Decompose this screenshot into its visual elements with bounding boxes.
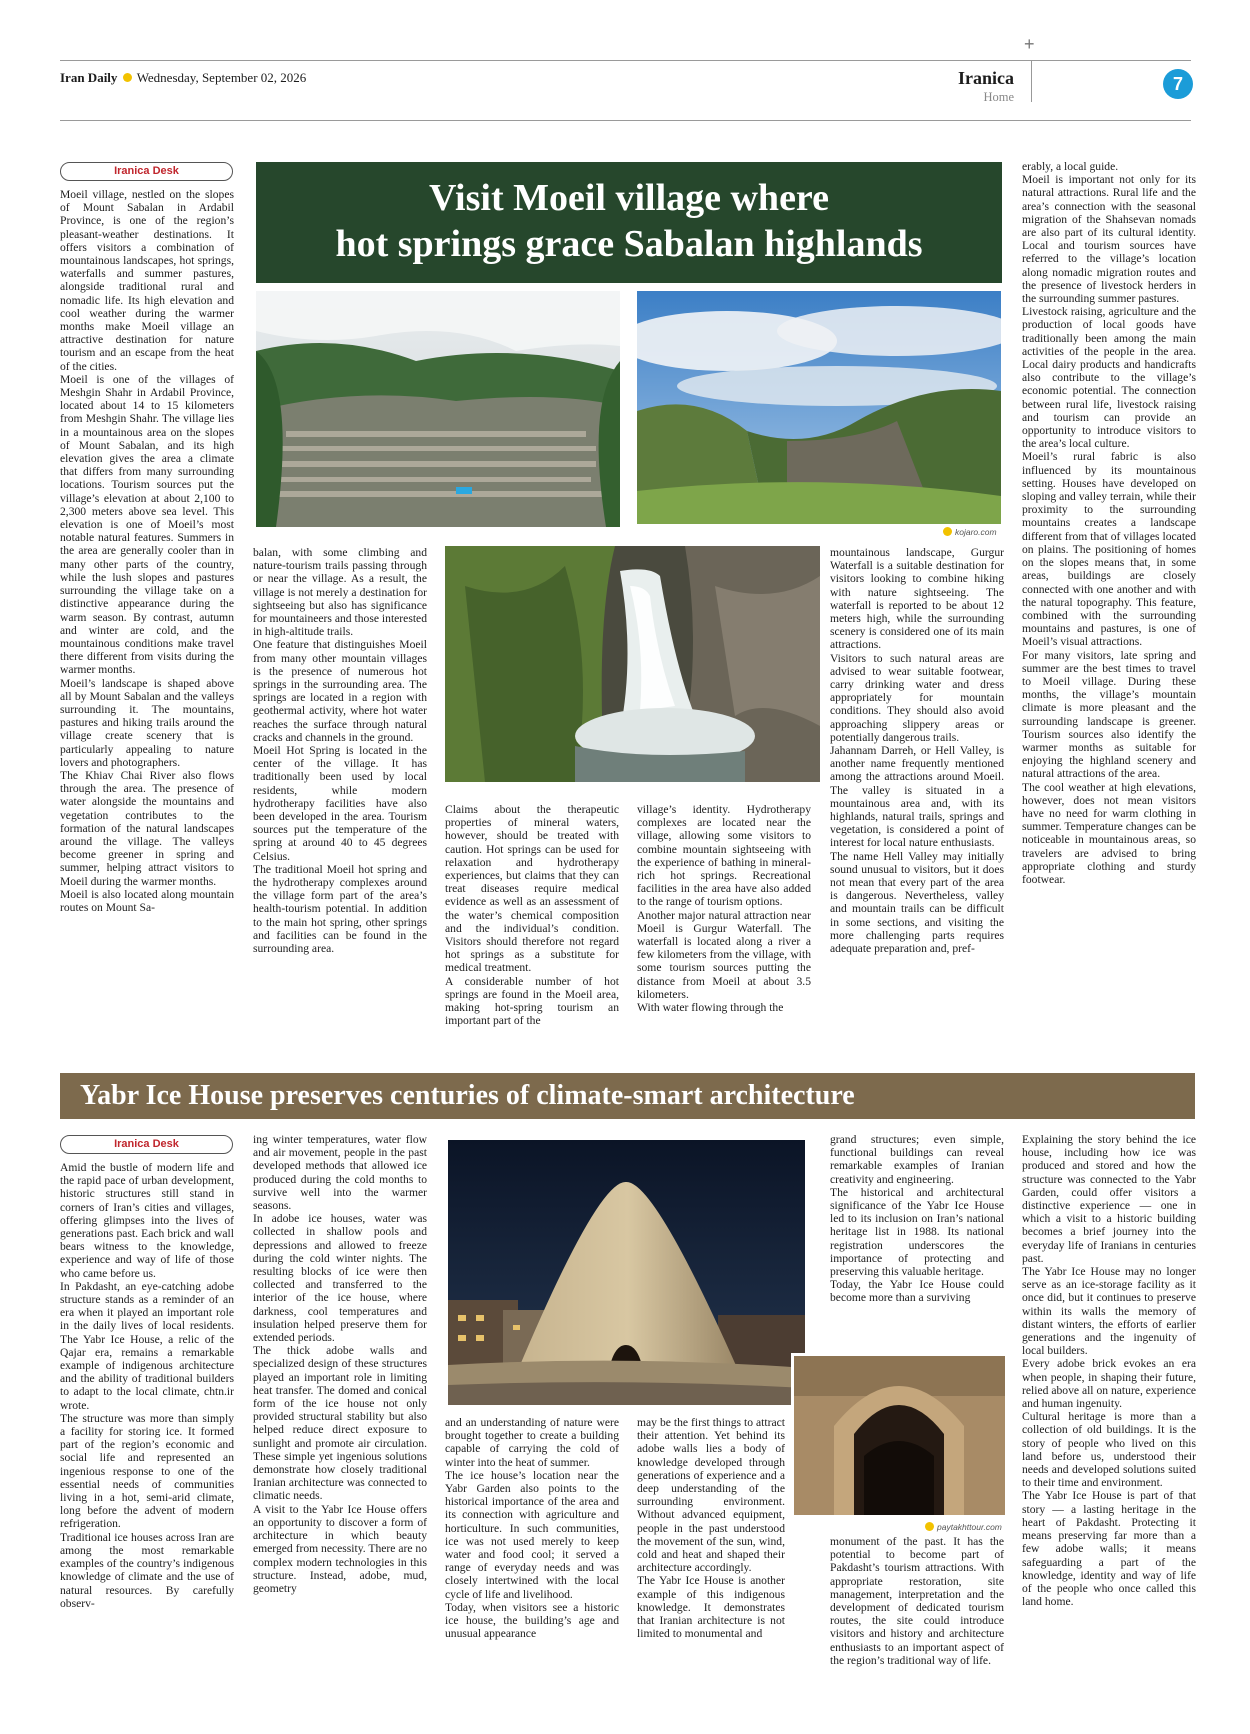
paragraph: and an understanding of nature were brought together to create a building capable of carrying the cold of winter into the heat of summer. <box>445 1416 619 1469</box>
article1-headline-line1: Visit Moeil village where <box>429 177 829 219</box>
section-name: Iranica <box>958 68 1014 88</box>
paragraph: erably, a local guide. <box>1022 160 1119 173</box>
paragraph: Moeil is important not only for its natural attractions. Rural life and the area’s connection with the seasonal migration of the Shahsevan nomads are also part of its cultural identity. Local and tourism sources have referred to the village’s location along nomadic migration routes and the presence of livestock herders in the surrounding summer pastures. <box>1022 173 1196 306</box>
paragraph: grand structures; even simple, functional buildings can reveal remarkable examples of Iranian creativity and engineering. <box>830 1133 1004 1186</box>
paragraph: Moeil’s rural fabric is also influenced by its mountainous setting. Houses have developed on sloping and valley terrain, while their proximity to the surrounding mountains creates a landscape different from that of villages located on plains. The positioning of homes on the slopes means that, in some areas, buildings are closely connected with one another and with the natural topography. This feature, combined with the surrounding mountains and pastures, is one of Moeil’s visual attractions. <box>1022 450 1196 649</box>
paragraph: The Khiav Chai River also flows through the area. The presence of water alongside the mountains and vegetation contributes to the formation of the natural landscapes around the village. The valleys become greener in spring and summer, helping attract visitors to Moeil during the warmer months. <box>60 768 234 888</box>
header-bottom-rule <box>60 120 1191 121</box>
paragraph: Claims about the therapeutic properties of mineral waters, however, should be treated with caution. Hot springs can be used for relaxation and hydrotherapy experiences, but claims that they can treat diseases require medical evidence as well as an assessment of the water’s chemical composition and the individual’s condition. Visitors should therefore not regard hot springs as a substitute for medical treatment. <box>445 803 619 975</box>
paragraph: The traditional Moeil hot spring and the hydrotherapy complexes around the village form part of the area’s health-tourism potential. In addition to the main hot spring, other springs and facilities can be found in the surrounding area. <box>253 862 427 956</box>
paragraph: The ice house’s location near the Yabr Garden also points to the historical importance of the area and its connection with agriculture and horticulture. In such communities, ice was not used merely to keep water and food cool; it served a range of everyday needs and was closely intertwined with the local cycle of life and livelihood. <box>445 1468 619 1601</box>
paragraph: Moeil’s landscape is shaped above all by Mount Sabalan and the valleys surrounding it. The mountains, pastures and hiking trails around the village create scenery that is particularly appealing to nature lovers and photographers. <box>60 676 234 769</box>
page-number-badge: 7 <box>1163 69 1193 99</box>
paragraph: In Pakdasht, an eye-catching adobe structure stands as a reminder of an era when it played an important role in the daily lives of local residents. The Yabr Ice House, a relic of the Qajar era, remains a remarkable example of indigenous architecture and the ability of traditional builders to adapt to the local climate, chtn.ir wrote. <box>60 1279 234 1412</box>
article1-column-3 <box>445 803 619 1027</box>
paragraph: Another major natural attraction near Moeil is Gurgur Waterfall. The waterfall is located along a river a few kilometers from the village, with some tourism sources putting the distance from Moeil at about 3.5 kilometers. <box>637 908 811 1001</box>
paragraph: The Yabr Ice House is another example of this indigenous knowledge. It demonstrates that Iranian architecture is not limited to monumental and <box>637 1574 785 1641</box>
masthead-dot-icon <box>123 73 132 82</box>
paragraph: balan, with some climbing and nature-tourism trails passing through or near the village. As a result, the village is not merely a destination for sightseeing but also has significance for mountaineers and those interested in high-altitude trails. <box>253 546 427 639</box>
paragraph: mountainous landscape, Gurgur Waterfall is a suitable destination for visitors looking to combine hiking with nature sightseeing. The waterfall is reported to be about 12 meters high, while the surrounding scenery is considered one of its main attractions. <box>830 546 1004 652</box>
paragraph: The Yabr Ice House is part of that story — a lasting heritage in the heart of Pakdasht. Protecting it means preserving far more than a few adobe walls; it means safeguarding a part of the knowledge, identity and way of life of the people who once called this land home. <box>1022 1489 1196 1609</box>
paragraph: The structure was more than simply a facility for storing ice. It formed part of the region’s economic and social life and represented an ingenious response to one of the essential needs of communities living in a hot, semi-arid climate, long before the advent of modern refrigeration. <box>60 1411 234 1531</box>
paragraph: Today, the Yabr Ice House could become more than a surviving <box>830 1278 1004 1305</box>
paragraph: Moeil village, nestled on the slopes of Mount Sabalan in Ardabil Province, is one of the region’s pleasant-weather destinations. It offers visitors a combination of mountainous landscapes, hot springs, waterfalls and summer pastures, alongside traditional rural and nomadic life. Its high elevation and cool weather during the warmer months make Moeil village an attractive destination for nature tourism and an escape from the heat of the cities. <box>60 188 234 373</box>
plus-mark-icon: + <box>1024 34 1035 54</box>
paragraph: ing winter temperatures, water flow and air movement, people in the past developed methods that allowed ice produced during the cold months to survive well into the warmer seasons. <box>253 1133 427 1213</box>
paragraph: village’s identity. Hydrotherapy complexes are located near the village, allowing some visitors to combine mountain sightseeing with the experience of bathing in mineral-rich hot springs. Recreational facilities in the area have also added to the range of tourism options. <box>637 803 811 909</box>
village-aerial-photo <box>256 291 620 527</box>
article2-photo-credit <box>925 1522 1002 1532</box>
article2-desk-label: Iranica Desk <box>60 1135 233 1154</box>
paragraph: Moeil is one of the villages of Meshgin Shahr in Ardabil Province, located about 14 to 15 kilometers from Meshgin Shahr. The village lies in a mountainous area on the slopes of Mount Sabalan, and its high elevation gives the area a climate that differs from many surrounding locations. Tourism sources put the village’s elevation at about 2,100 to 2,300 meters above sea level. This elevation is one of Moeil’s most notable natural features. Summers in the area are generally cooler than in many other parts of the country, while the lush slopes and pastures surrounding the village take on a distinctive appearance during the warm season. By contrast, autumn and winter are cold, and the mountainous conditions make travel there different from visits during the warmer months. <box>60 372 234 677</box>
article1-column-6 <box>1022 160 1196 886</box>
yabr-ice-house-photo <box>448 1140 805 1405</box>
paragraph: The thick adobe walls and specialized design of these structures played an important role in limiting heat transfer. The domed and conical form of the ice house not only provided structural stability but also helped reduce direct exposure to sunlight and promote air circulation. These simple yet ingenious solutions demonstrate how closely traditional Iranian architecture was connected to climatic needs. <box>253 1344 427 1503</box>
paper-name: Iran Daily <box>60 70 118 85</box>
article1-column-5 <box>830 546 1004 955</box>
paragraph: The cool weather at high elevations, however, does not mean visitors have no need for warm clothing in summer. Temperature changes can be noticeable in mountainous areas, so travelers are advised to bring appropriate clothing and sturdy footwear. <box>1022 780 1196 886</box>
article2-column-6 <box>1022 1133 1196 1608</box>
paragraph: Livestock raising, agriculture and the production of local goods have traditionally been among the main activities of the people in the area. Local dairy products and handicrafts also contribute to the village’s economic potential. The connection between rural life, livestock raising and tourism can provide an opportunity to introduce visitors to the area’s local culture. <box>1022 305 1196 451</box>
subsection-name: Home <box>983 90 1014 104</box>
article2-column-3 <box>445 1416 619 1640</box>
article2-column-5-bottom <box>830 1535 1004 1667</box>
article2-credit-text: paytakhttour.com <box>937 1522 1002 1532</box>
mountain-valley-photo <box>637 291 1001 524</box>
paragraph: The Yabr Ice House may no longer serve as an ice-storage facility as it once did, but it continues to preserve within its walls the memory of distant winters, the efforts of earlier generations and the ingenuity of local builders. <box>1022 1265 1196 1358</box>
paragraph: Visitors to such natural areas are advised to wear suitable footwear, carry drinking water and dress appropriately for mountain conditions. They should also avoid approaching slippery areas or potentially dangerous trails. <box>830 651 1004 744</box>
paragraph: One feature that distinguishes Moeil from many other mountain villages is the presence of numerous hot springs in the surrounding area. The springs are located in a region with geothermal activity, where hot water reaches the surface through natural cracks and channels in the ground. <box>253 638 427 744</box>
article2-column-4 <box>637 1416 785 1640</box>
article2-column-2 <box>253 1133 427 1595</box>
header-divider <box>1031 60 1032 102</box>
paragraph: Cultural heritage is more than a collection of old buildings. It is the story of people who lived on this land before us, understood their needs and developed solutions suited to their time and environment. <box>1022 1410 1196 1490</box>
paragraph: A considerable number of hot springs are found in the Moeil area, making hot-spring tourism an important part of the <box>445 974 619 1028</box>
article1-credit-text: kojaro.com <box>955 527 997 537</box>
paragraph: The historical and architectural significance of the Yabr Ice House led to its inclusion on Iran’s national heritage list in 1988. Its national registration underscores the importance of protecting and preserving this valuable heritage. <box>830 1185 1004 1279</box>
credit-dot-icon <box>925 1522 934 1531</box>
paragraph: A visit to the Yabr Ice House offers an opportunity to discover a form of architecture in which beauty emerged from necessity. There are no complex modern technologies in this structure. Instead, adobe, mud, geometry <box>253 1502 427 1595</box>
issue-date: Wednesday, September 02, 2026 <box>136 70 307 85</box>
article1-headline <box>256 162 1002 283</box>
article1-headline-line2: hot springs grace Sabalan highlands <box>335 223 923 265</box>
paragraph: Traditional ice houses across Iran are among the most remarkable examples of the country’s indigenous knowledge of climate and the use of natural resources. By carefully observ- <box>60 1530 234 1610</box>
paragraph: Explaining the story behind the ice house, including how ice was produced and stored and how the structure was connected to the Yabr Garden, could offer visitors a distinctive experience — one in which a visit to a historic building becomes a brief journey into the everyday life of Iranians in centuries past. <box>1022 1133 1196 1265</box>
header-top-rule <box>60 60 1191 61</box>
article2-column-1 <box>60 1161 234 1610</box>
paragraph: The name Hell Valley may initially sound unusual to visitors, but it does not mean that every part of the area is dangerous. Nevertheless, valley and mountain trails can be difficult in some sections, and visiting the more challenging parts requires adequate preparation and, pref- <box>830 849 1004 956</box>
article1-column-2 <box>253 546 427 955</box>
ice-house-interior-photo <box>791 1353 1008 1518</box>
article1-column-4 <box>637 803 811 1014</box>
paragraph: Today, when visitors see a historic ice house, the building’s age and unusual appearance <box>445 1600 619 1641</box>
paragraph: Amid the bustle of modern life and the rapid pace of urban development, historic structures still stand in corners of Iran’s cities and villages, offering glimpses into the lives of generations past. Each brick and wall bears witness to the knowledge, experience and way of life of those who came before us. <box>60 1161 234 1280</box>
paragraph: In adobe ice houses, water was collected in shallow pools and depressions and allowed to freeze during the cold winter nights. The resulting blocks of ice were then collected and transferred to the interior of the ice house, where darkness, cool temperatures and insulation helped preserve them for extended periods. <box>253 1212 427 1345</box>
paragraph: With water flowing through the <box>637 1001 784 1015</box>
article1-column-1 <box>60 188 234 914</box>
paragraph: Moeil is also located along mountain routes on Mount Sa- <box>60 887 234 914</box>
gurgur-waterfall-photo <box>445 546 820 782</box>
masthead-line <box>60 70 306 86</box>
paragraph: Jahannam Darreh, or Hell Valley, is another name frequently mentioned among the attractions around Moeil. The valley is situated in a mountainous area and, with its highlands, natural trails, springs and vegetation, is considered a point of interest for local nature enthusiasts. <box>830 744 1004 850</box>
credit-dot-icon <box>943 527 952 536</box>
paragraph: Every adobe brick evokes an era when people, in shaping their future, relied above all on nature, experience and human ingenuity. <box>1022 1357 1196 1411</box>
paragraph: monument of the past. It has the potential to become part of Pakdasht’s tourism attractions. With appropriate restoration, site management, interpretation and the development of dedicated tourism routes, the site could introduce visitors and history and architecture enthusiasts to an important aspect of the region’s traditional way of life. <box>830 1535 1004 1667</box>
paragraph: For many visitors, late spring and summer are the best times to travel to Moeil village. During these months, the village’s mountain climate is more pleasant and the surrounding landscape is greener. Tourism sources also identify the warmer months as suitable for enjoying the highland scenery and natural attractions of the area. <box>1022 648 1196 781</box>
article1-desk-label: Iranica Desk <box>60 162 233 181</box>
paragraph: Moeil Hot Spring is located in the center of the village. It has traditionally been used by local residents, while modern hydrotherapy facilities have also been developed in the area. Tourism sources put the temperature of the spring at around 40 to 45 degrees Celsius. <box>253 744 427 863</box>
article1-photo-credit <box>943 527 997 537</box>
article2-column-5-top <box>830 1133 1004 1305</box>
article2-headline: Yabr Ice House preserves centuries of climate-smart architecture <box>60 1073 1195 1119</box>
paragraph: may be the first things to attract their attention. Yet behind its adobe walls lies a body of knowledge developed through generations of experience and a deep understanding of the surrounding environment. Without advanced equipment, people in the past understood the movement of the sun, wind, cold and heat and shaped their architecture accordingly. <box>637 1416 785 1575</box>
